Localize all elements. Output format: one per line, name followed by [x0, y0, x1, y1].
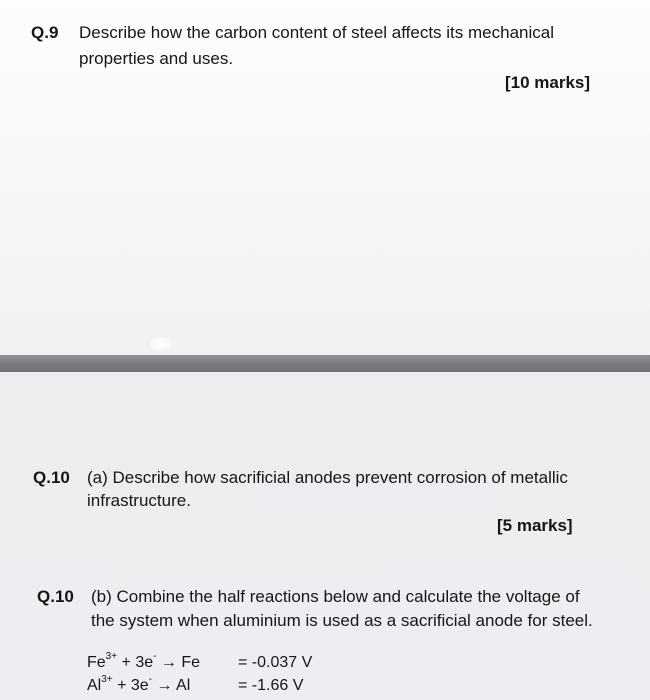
question-10a-text-line1: (a) Describe how sacrificial anodes prevent corrosion of metallic — [87, 468, 568, 487]
question-9-marks: [10 marks] — [505, 73, 591, 92]
light-glare — [150, 337, 172, 351]
question-9-text-line2: properties and uses. — [79, 49, 234, 68]
question-9-number: Q.9 — [31, 23, 59, 42]
reaction-electron-sign: - — [153, 651, 157, 662]
reaction-electrons: + 3e — [117, 654, 154, 671]
half-reaction-aluminium — [87, 674, 191, 695]
reaction-product: Fe — [181, 654, 201, 671]
reaction-reactant: Al — [87, 677, 102, 694]
reaction-reactant: Fe — [87, 654, 106, 671]
reaction-product: Al — [176, 677, 191, 694]
question-10a-marks: [5 marks] — [497, 516, 573, 535]
reaction-charge: 3+ — [101, 674, 113, 685]
reaction-charge: 3+ — [105, 651, 118, 662]
reaction-electron-sign: - — [148, 674, 153, 685]
reaction-electrons: + 3e — [112, 677, 149, 694]
question-10b-number: Q.10 — [37, 587, 74, 606]
arrow-icon: → — [152, 677, 177, 694]
page-separator — [0, 355, 650, 372]
half-reaction-iron — [87, 651, 201, 672]
question-10b-text-line2: the system when aluminium is used as a sacrificial anode for steel. — [91, 611, 593, 630]
half-reaction-aluminium-potential: = -1.66 V — [238, 677, 304, 694]
question-10a-text-line2: infrastructure. — [87, 491, 191, 510]
arrow-icon: → — [156, 654, 182, 671]
question-10a-number: Q.10 — [33, 468, 70, 487]
question-9-text-line1: Describe how the carbon content of steel affects its mechanical — [79, 23, 554, 42]
half-reaction-iron-potential: = -0.037 V — [238, 654, 313, 671]
question-10b-text-line1: (b) Combine the half reactions below and calculate the voltage of — [91, 587, 580, 606]
bottom-page — [0, 372, 650, 700]
